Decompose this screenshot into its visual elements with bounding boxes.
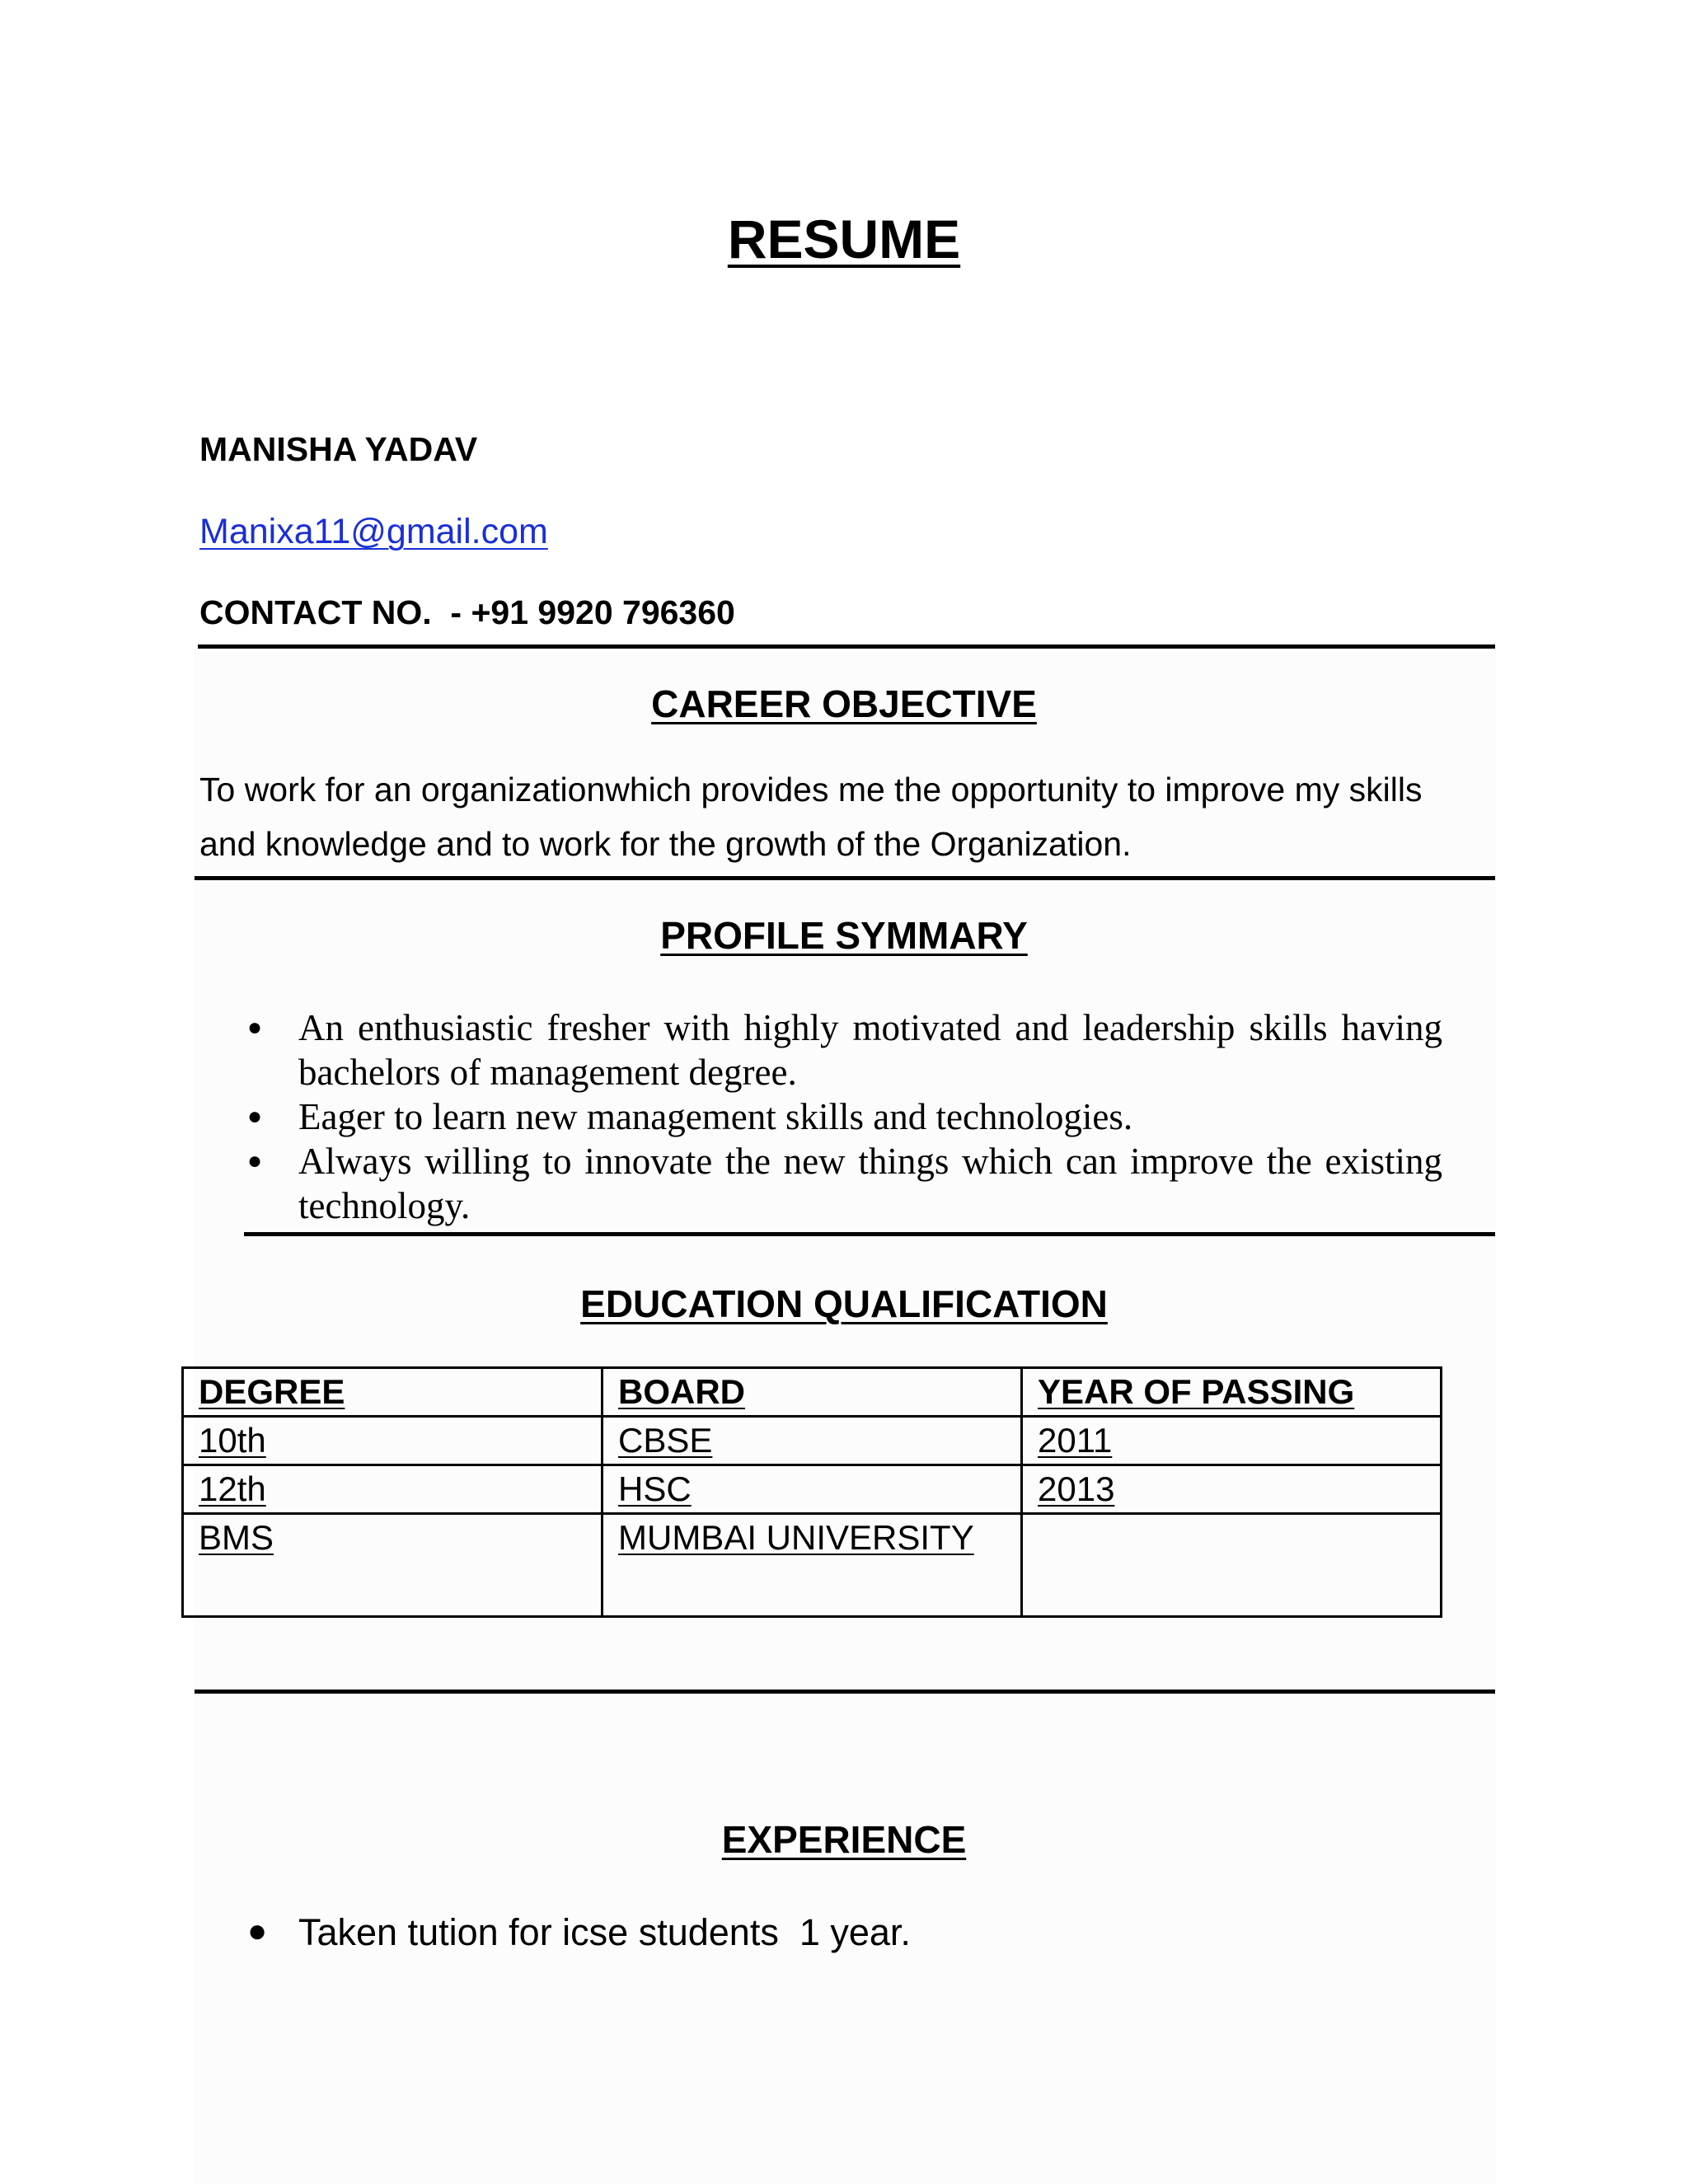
bullet-icon: ● [247,1147,263,1174]
table-cell: 2013 [1022,1465,1442,1514]
table-header-cell: BOARD [603,1368,1022,1417]
table-header-cell: YEAR OF PASSING [1022,1368,1442,1417]
education-heading: EDUCATION QUALIFICATION [580,1282,1108,1325]
table-cell: 2011 [1022,1417,1442,1465]
education-table [181,1366,1442,1618]
list-item: ● Eager to learn new management skills and technologies. [247,1096,1133,1137]
divider [195,1690,1495,1694]
experience-list [247,1904,911,1961]
list-item: ● Always willing to innovate the new things which can improve the existing technology. [247,1141,1442,1226]
bullet-icon: ● [247,1014,263,1041]
list-item: ● Taken tution for icse students 1 year. [247,1904,911,1961]
table-cell: 12th [183,1465,603,1514]
profile-summary-heading: PROFILE SYMMARY [660,914,1028,957]
divider [198,644,1495,649]
candidate-name: MANISHA YADAV [199,430,478,468]
table-cell: HSC [603,1465,1022,1514]
table-cell [1022,1514,1442,1617]
divider [244,1232,1495,1236]
table-row [183,1417,1442,1465]
contact-number: CONTACT NO. - +91 9920 796360 [199,593,735,631]
page-title: RESUME [727,209,961,269]
divider [195,876,1495,880]
table-cell: MUMBAI UNIVERSITY [603,1514,1022,1617]
experience-heading: EXPERIENCE [721,1818,967,1861]
list-item: ● An enthusiastic fresher with highly motivated and leadership skills having bachelors of management degree. [247,1007,1442,1093]
profile-summary-list [247,1005,1442,1228]
table-header-row [183,1368,1442,1417]
table-cell: CBSE [603,1417,1022,1465]
career-objective-text: To work for an organizationwhich provides me the opportunity to improve my skills and knowledge and to work for the growth of the Organization. [199,771,1423,863]
table-row [183,1465,1442,1514]
table-cell: BMS [183,1514,603,1617]
table-cell: 10th [183,1417,603,1465]
table-row [183,1514,1442,1617]
bullet-icon: ● [247,1913,268,1949]
bullet-icon: ● [247,1103,263,1130]
email-link[interactable]: Manixa11@gmail.com [199,512,548,551]
career-objective-heading: CAREER OBJECTIVE [651,682,1037,725]
table-header-cell: DEGREE [183,1368,603,1417]
